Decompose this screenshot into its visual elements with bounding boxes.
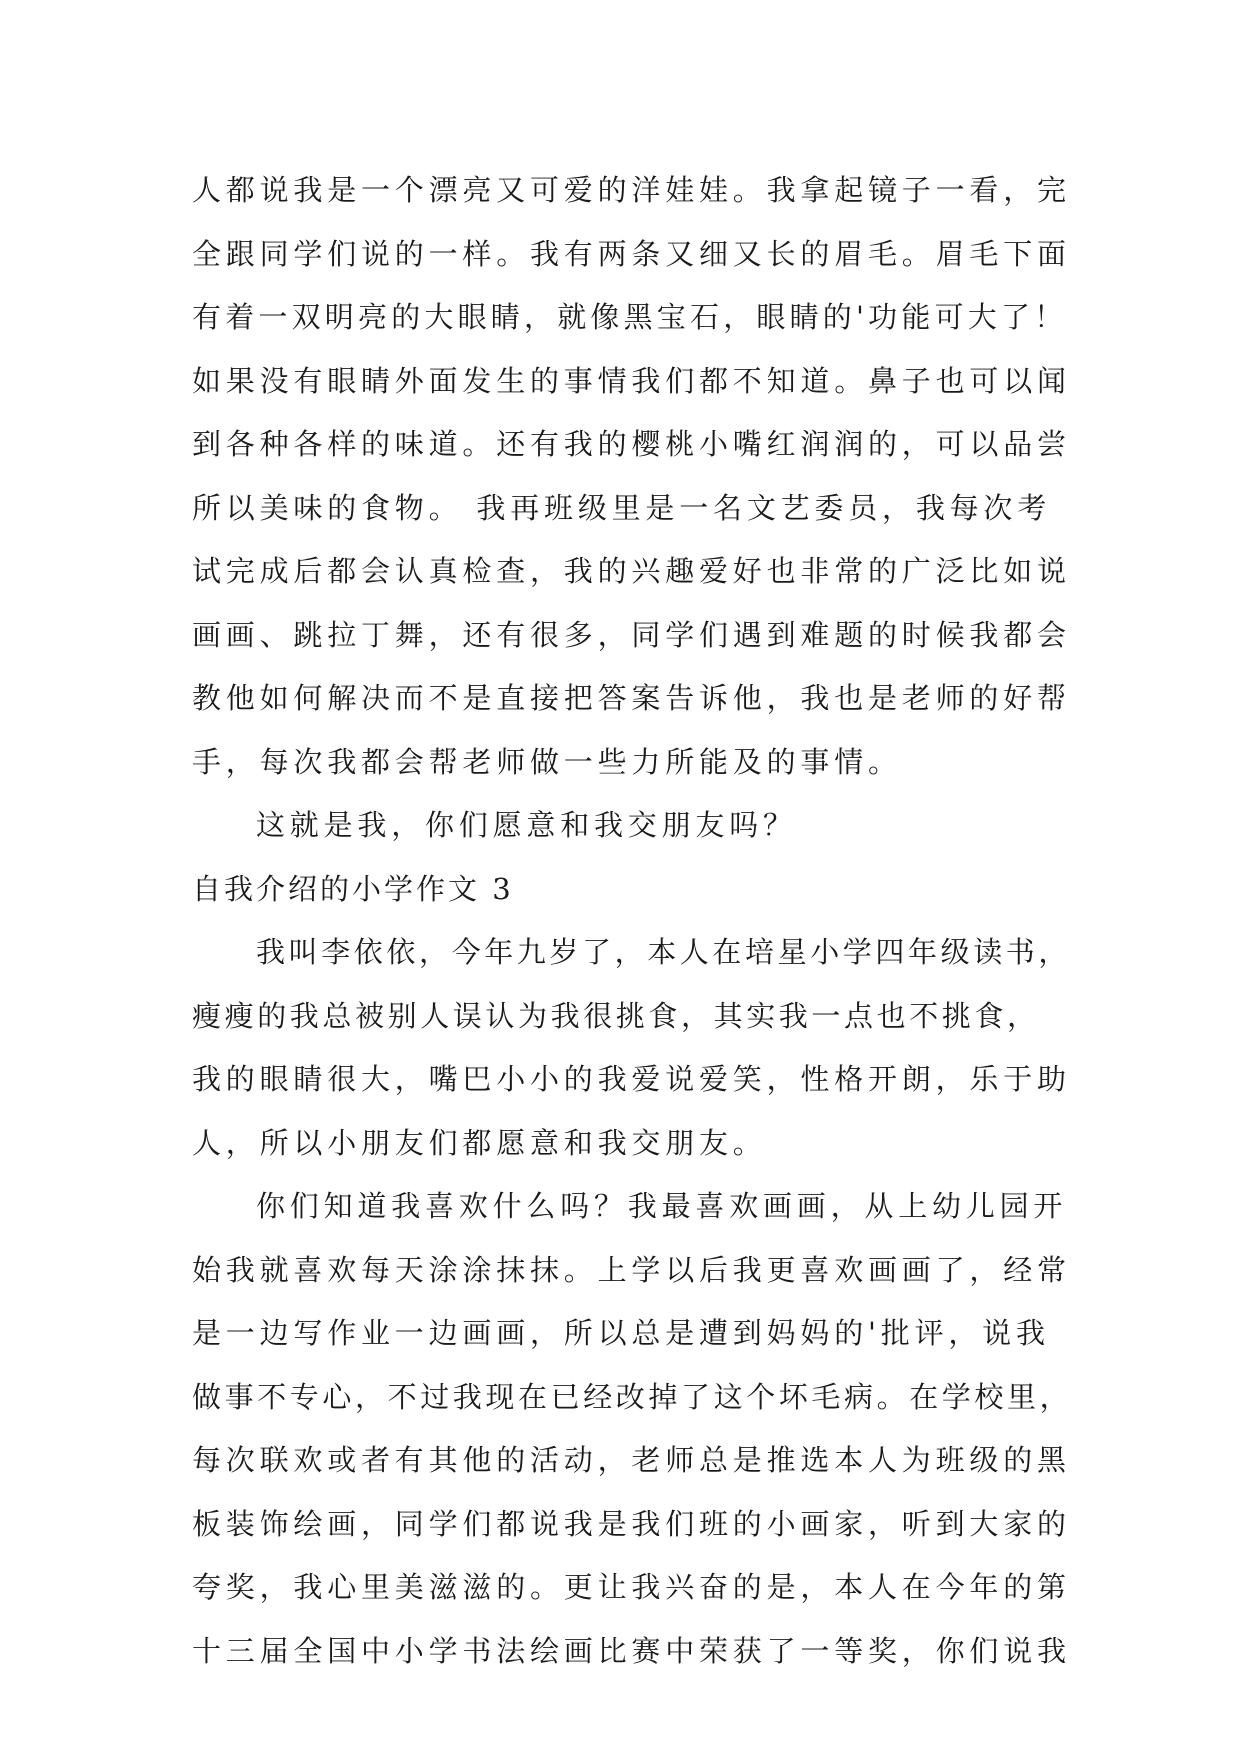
text-line: 板装饰绘画，同学们都说我是我们班的小画家，听到大家的 [192, 1506, 1071, 1541]
section-heading: 自我介绍的小学作文 3 [192, 871, 514, 906]
text-line: 每次联欢或者有其他的活动，老师总是推选本人为班级的黑 [192, 1443, 1071, 1477]
text-line: 十三届全国中小学书法绘画比赛中荣获了一等奖，你们说我 [192, 1633, 1071, 1668]
text-line: 始我就喜欢每天涂涂抹抹。上学以后我更喜欢画画了，经常 [192, 1252, 1071, 1287]
text-line: 如果没有眼睛外面发生的事情我们都不知道。鼻子也可以闻 [192, 363, 1071, 398]
text-line: 试完成后都会认真检查，我的兴趣爱好也非常的广泛比如说 [192, 554, 1071, 588]
text-line: 瘦瘦的我总被别人误认为我很挑食，其实我一点也不挑食， [192, 998, 1040, 1033]
text-line: 夸奖，我心里美滋滋的。更让我兴奋的是，本人在今年的第 [192, 1570, 1071, 1604]
text-line: 人都说我是一个漂亮又可爱的洋娃娃。我拿起镜子一看，完 [192, 173, 1071, 207]
text-line: 所以美味的食物。 我再班级里是一名文艺委员，我每次考 [192, 490, 1052, 525]
text-line: 到各种各样的味道。还有我的樱桃小嘴红润润的，可以品尝 [192, 427, 1071, 461]
text-line: 手，每次我都会帮老师做一些力所能及的事情。 [192, 744, 902, 779]
text-line: 全跟同学们说的一样。我有两条又细又长的眉毛。眉毛下面 [192, 236, 1071, 271]
text-line: 这就是我，你们愿意和我交朋友吗？ [256, 808, 797, 842]
document-body [192, 163, 1073, 1687]
text-line: 做事不专心，不过我现在已经改掉了这个坏毛病。在学校里， [192, 1379, 1073, 1414]
text-line: 是一边写作业一边画画，所以总是遭到妈妈的'批评，说我 [192, 1316, 1050, 1350]
text-line: 人，所以小朋友们都愿意和我交朋友。 [192, 1125, 767, 1160]
text-line: 你们知道我喜欢什么吗？我最喜欢画画，从上幼儿园开 [256, 1189, 1068, 1223]
text-line: 教他如何解决而不是直接把答案告诉他，我也是老师的好帮 [192, 681, 1071, 715]
text-line: 画画、跳拉丁舞，还有很多，同学们遇到难题的时候我都会 [192, 617, 1071, 652]
text-line: 我叫李依依，今年九岁了，本人在培星小学四年级读书， [256, 935, 1072, 969]
text-line: 有着一双明亮的大眼睛，就像黑宝石，眼睛的'功能可大了！ [192, 300, 1068, 334]
text-line: 我的眼睛很大，嘴巴小小的我爱说爱笑，性格开朗，乐于助 [192, 1062, 1071, 1096]
